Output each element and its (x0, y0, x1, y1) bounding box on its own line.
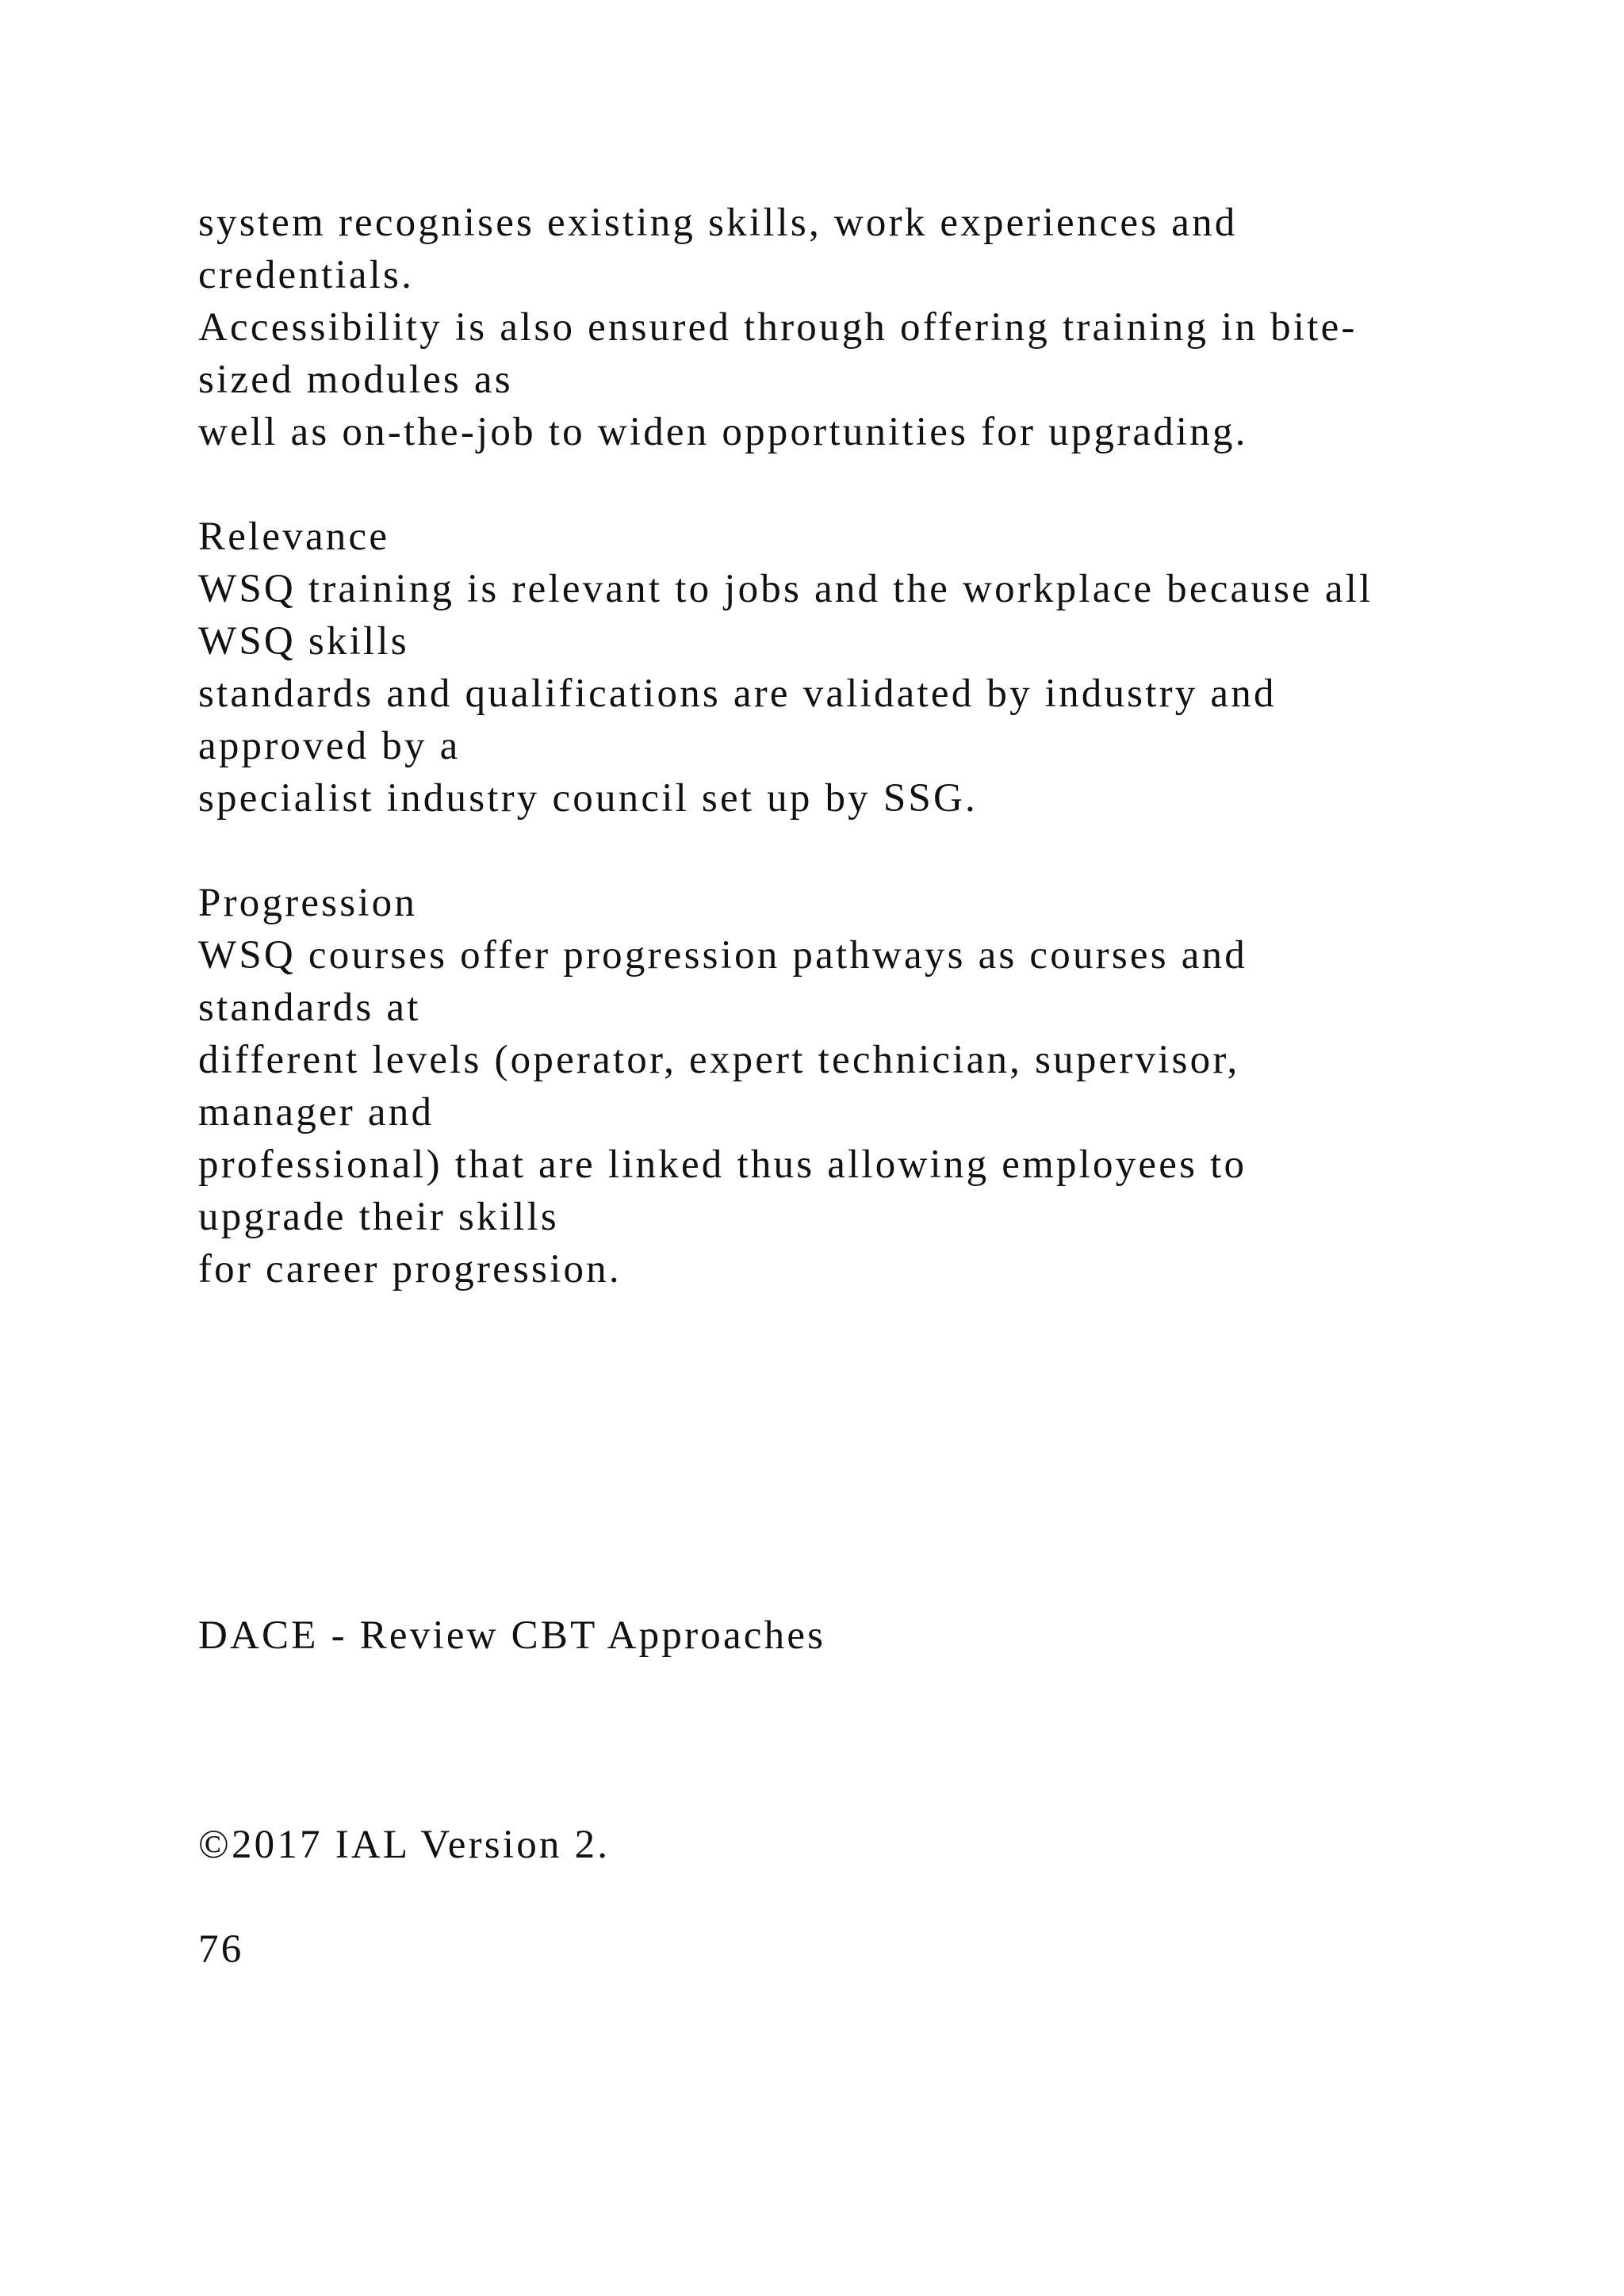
body-line: credentials. (198, 253, 415, 297)
page-number: 76 (198, 1927, 244, 1972)
body-line: different levels (operator, expert technician, supervisor, (198, 1038, 1240, 1082)
footer-document-title: DACE - Review CBT Approaches (198, 1613, 826, 1658)
body-line: WSQ skills (198, 619, 409, 664)
body-line: WSQ training is relevant to jobs and the workplace because all (198, 567, 1373, 611)
body-line: sized modules as (198, 358, 513, 402)
body-line: WSQ courses offer progression pathways as courses and (198, 933, 1247, 978)
body-line: manager and (198, 1090, 435, 1135)
body-line: standards at (198, 985, 421, 1030)
body-line: professional) that are linked thus allowing employees to (198, 1142, 1247, 1187)
section-heading-relevance: Relevance (198, 515, 390, 559)
footer-copyright: ©2017 IAL Version 2. (198, 1823, 611, 1867)
body-line: specialist industry council set up by SSG. (198, 776, 978, 821)
section-heading-progression: Progression (198, 881, 418, 925)
body-line: upgrade their skills (198, 1195, 559, 1239)
body-line: well as on-the-job to widen opportunities for upgrading. (198, 410, 1248, 454)
body-line: for career progression. (198, 1247, 622, 1292)
body-line: system recognises existing skills, work experiences and (198, 201, 1238, 245)
body-line: standards and qualifications are validated by industry and (198, 672, 1277, 716)
body-line: Accessibility is also ensured through offering training in bite- (198, 305, 1358, 350)
body-line: approved by a (198, 724, 461, 768)
